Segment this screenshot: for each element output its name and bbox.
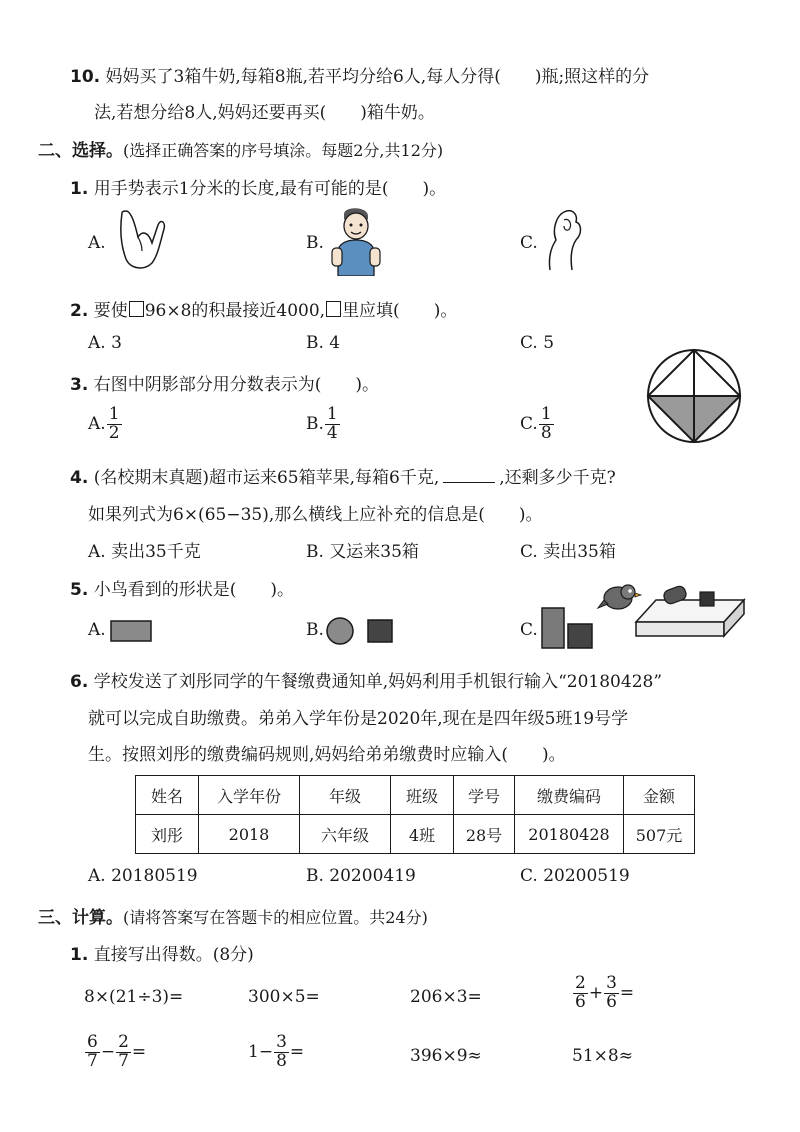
s2-q6-text-line3: 生。按照刘彤的缴费编码规则,妈妈给弟弟缴费时应输入( )。 [88,745,566,765]
denominator: 7 [118,1050,129,1071]
s2-q4-option-b: B. 又运来35箱 [306,542,419,562]
hand-gesture-c-icon [542,206,588,272]
table-header-cell: 金额 [624,776,695,815]
s2-q2-text-after: 里应填( )。 [342,301,458,321]
s2-q4-tag: (名校期末真题) [93,468,209,488]
fraction [573,975,588,1012]
q10-text-line2: 法,若想分给8人,妈妈还要再买( )箱牛奶。 [94,103,435,123]
s2-q6-line1 [70,667,662,692]
fraction [274,1034,289,1071]
s2-q1 [70,174,446,199]
table-header-cell: 年级 [300,776,391,815]
denominator: 6 [606,991,617,1012]
s2-q1-option-b: B. [306,233,324,253]
s2-q3-option-b [306,406,341,443]
calc-expr-fraction [248,1034,304,1071]
section3-title: 三、计算。 [38,908,123,928]
s3-q1-text: 直接写出得数。(8分) [93,945,254,965]
s2-q2-option-a: A. 3 [88,333,122,353]
table-header-cell: 姓名 [136,776,199,815]
bird-and-objects-on-table-figure [596,572,746,640]
numerator: 2 [118,1032,129,1052]
square-box-icon [326,301,341,317]
s2-q2-text-before: 要使 [93,301,128,321]
section2-note: (选择正确答案的序号填涂。每题2分,共12分) [123,141,444,160]
fraction [604,975,619,1012]
s2-q3-text: 右图中阴影部分用分数表示为( )。 [93,375,379,395]
s2-q6-option-c: C. 20200519 [520,866,630,886]
s2-q6-text-line2: 就可以完成自助缴费。弟弟入学年份是2020年,现在是四年级5班19号学 [88,709,629,729]
calc-expr: 300×5= [248,987,320,1007]
table-row [136,815,695,854]
s2-q5 [70,575,294,600]
s2-q4-line2: 如果列式为6×(65−35),那么横线上应补充的信息是( )。 [88,505,543,525]
s2-q5-text: 小鸟看到的形状是( )。 [93,580,294,600]
s2-q6-option-b: B. 20200419 [306,866,416,886]
calc-expr: 51×8≈ [572,1046,633,1066]
s2-q3-option-a [88,406,123,443]
s2-q6-text-line1: 学校发送了刘彤同学的午餐缴费通知单,妈妈利用手机银行输入“20180428” [93,672,663,692]
numerator: 3 [276,1032,287,1052]
tall-rect-and-square-shapes-icon [540,606,596,650]
s2-q2-number: 2. [70,301,89,321]
s2-q5-option-b: B. [306,620,324,640]
table-header-cell: 班级 [391,776,454,815]
operator: − [100,1041,116,1062]
denominator: 8 [540,422,552,443]
s2-q1-option-a: A. [88,233,106,253]
numerator: 1 [326,404,338,424]
equals: = [289,1041,305,1062]
hand-gesture-a-icon [112,207,170,273]
calc-expr: 396×9≈ [410,1046,482,1066]
denominator: 6 [575,991,586,1012]
table-header-cell: 缴费编码 [515,776,624,815]
q10-line1 [70,62,649,87]
table-cell: 刘彤 [136,815,199,854]
table-cell: 4班 [391,815,454,854]
table-header-row [136,776,695,815]
table-cell: 20180428 [515,815,624,854]
section2-title: 二、选择。 [38,141,123,161]
option-label: A. [88,413,106,434]
s2-q5-number: 5. [70,580,89,600]
s2-q4-text-after: ,还剩多少千克? [499,468,616,488]
s2-q4 [70,463,616,488]
s2-q2-option-b: B. 4 [306,333,341,353]
rectangle-shape-icon [110,620,152,642]
numerator: 6 [87,1032,98,1052]
numerator: 1 [540,404,552,424]
section3-note: (请将答案写在答题卡的相应位置。共24分) [123,908,428,927]
s2-q6-number: 6. [70,672,89,692]
table-cell: 28号 [454,815,515,854]
s2-q6-option-a: A. 20180519 [88,866,198,886]
denominator: 7 [87,1050,98,1071]
numerator: 3 [606,973,617,993]
table-cell: 六年级 [300,815,391,854]
denominator: 4 [326,422,338,443]
fraction [107,406,122,443]
fraction [325,406,340,443]
operator: + [588,982,604,1003]
table-cell: 507元 [624,815,695,854]
s2-q2-text-mid: 96×8的积最接近4000, [144,301,326,321]
fraction [539,406,554,443]
s2-q4-text-before: 超市运来65箱苹果,每箱6千克, [208,468,440,488]
calc-expr: 8×(21÷3)= [84,987,184,1007]
s2-q2 [70,296,457,321]
child-gesture-b-icon [330,204,382,276]
s2-q3-number: 3. [70,375,89,395]
s3-q1-number: 1. [70,945,89,965]
circle-and-square-shapes-icon [326,616,396,646]
denominator: 2 [108,422,120,443]
fraction [85,1034,100,1071]
table-header-cell: 入学年份 [199,776,300,815]
section3-header [38,903,428,928]
fraction [116,1034,131,1071]
equals: = [131,1041,147,1062]
s2-q2-option-c: C. 5 [520,333,555,353]
numerator: 2 [575,973,586,993]
fee-info-table [135,775,695,854]
calc-expr: 206×3= [410,987,482,1007]
s2-q3-option-c [520,406,555,443]
prefix: 1− [248,1041,274,1062]
s2-q3 [70,370,379,395]
s2-q5-option-c: C. [520,620,538,640]
s2-q4-number: 4. [70,468,89,488]
circle-square-shading-figure [640,342,748,450]
s2-q4-option-a: A. 卖出35千克 [88,542,201,562]
s2-q1-number: 1. [70,179,89,199]
calc-expr-fraction [572,975,634,1012]
calc-expr-fraction [84,1034,146,1071]
table-header-cell: 学号 [454,776,515,815]
numerator: 1 [108,404,120,424]
square-box-icon [129,301,144,317]
option-label: B. [306,413,324,434]
s2-q4-option-c: C. 卖出35箱 [520,542,616,562]
section2-header [38,136,443,161]
s3-q1 [70,940,254,965]
fill-blank-line [443,468,495,483]
denominator: 8 [276,1050,287,1071]
table-cell: 2018 [199,815,300,854]
s2-q5-option-a: A. [88,620,106,640]
equals: = [619,982,635,1003]
q10-number: 10. [70,67,101,87]
s2-q1-option-c: C. [520,233,538,253]
option-label: C. [520,413,538,434]
q10-text-line1: 妈妈买了3箱牛奶,每箱8瓶,若平均分给6人,每人分得( )瓶;照这样的分 [105,67,650,87]
s2-q1-text: 用手势表示1分米的长度,最有可能的是( )。 [93,179,447,199]
